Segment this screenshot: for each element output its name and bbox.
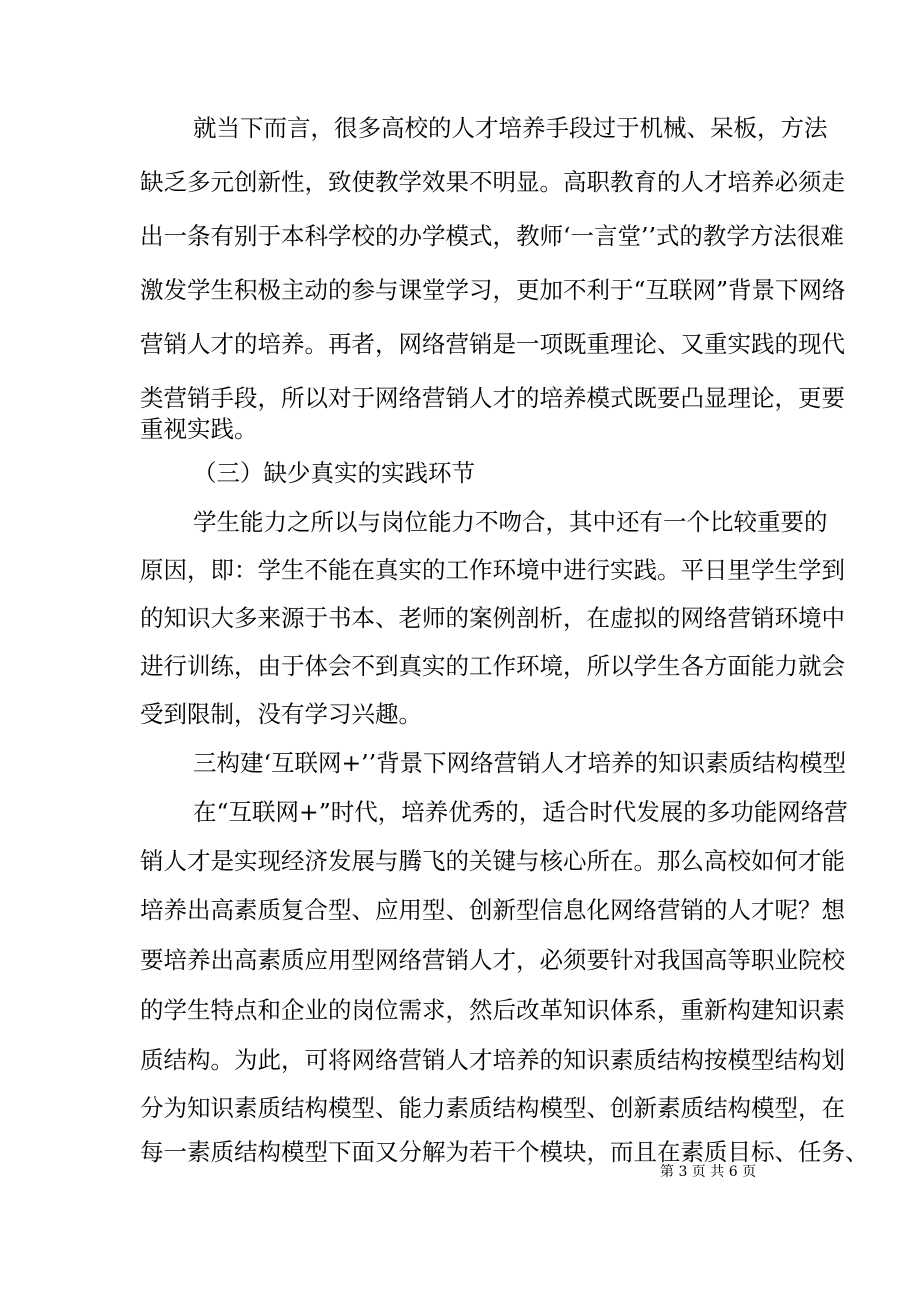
paragraph-1-line-3: 出一条有别于本科学校的办学模式，教师‘一言堂’’式的教学方法很难 [140,222,844,250]
paragraph-1-line-2: 缺乏多元创新性，致使教学效果不明显。高职教育的人才培养必须走 [140,168,845,196]
paragraph-3-line-5: 的学生特点和企业的岗位需求，然后改革知识体系，重新构建知识素 [140,996,845,1024]
paragraph-3-line-1: 在“互联网+”时代，培养优秀的，适合时代发展的多功能网络营 [193,798,848,826]
section-heading-3: （三）缺少真实的实践环节 [193,459,475,487]
paragraph-3-line-4: 要培养出高素质应用型网络营销人才，必须要针对我国高等职业院校 [140,946,845,974]
paragraph-3-line-6: 质结构。为此，可将网络营销人才培养的知识素质结构按模型结构划 [140,1046,845,1074]
paragraph-1-line-1: 就当下而言，很多高校的人才培养手段过于机械、呆板，方法 [193,114,828,142]
paragraph-1-line-4: 激发学生积极主动的参与课堂学习，更加不利于“互联网”背景下网络 [140,276,846,304]
paragraph-3-line-2: 销人才是实现经济发展与腾飞的关键与核心所在。那么高校如何才能 [140,847,845,875]
paragraph-3-line-8: 每一素质结构模型下面又分解为若干个模块，而且在素质目标、任务、 [140,1138,869,1166]
paragraph-3-line-3: 培养出高素质复合型、应用型、创新型信息化网络营销的人才呢？想 [140,896,845,924]
paragraph-2-line-5: 受到限制，没有学习兴趣。 [140,700,422,728]
section-heading-part-3: 三构建‘互联网+’’背景下网络营销人才培养的知识素质结构模型 [193,749,847,777]
paragraph-1-line-5: 营销人才的培养。再者，网络营销是一项既重理论、又重实践的现代 [140,330,845,358]
paragraph-1-line-7: 重视实践。 [140,415,258,443]
paragraph-1-line-6: 类营销手段，所以对于网络营销人才的培养模式既要凸显理论，更要 [140,384,845,412]
paragraph-3-line-7: 分为知识素质结构模型、能力素质结构模型、创新素质结构模型，在 [140,1094,845,1122]
paragraph-2-line-1: 学生能力之所以与岗位能力不吻合，其中还有一个比较重要的 [193,508,828,536]
paragraph-2-line-2: 原因，即：学生不能在真实的工作环境中进行实践。平日里学生学到 [140,556,845,584]
paragraph-2-line-3: 的知识大多来源于书本、老师的案例剖析，在虚拟的网络营销环境中 [140,604,845,632]
paragraph-2-line-4: 进行训练，由于体会不到真实的工作环境，所以学生各方面能力就会 [140,652,845,680]
page-number-footer: 第 3 页 共 6 页 [660,1164,757,1180]
